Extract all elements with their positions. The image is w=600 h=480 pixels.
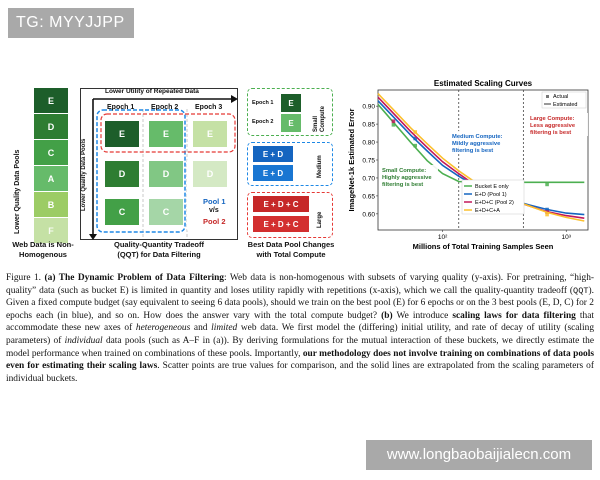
qqt-cell: E	[149, 121, 183, 147]
y-tick-label: 0.75	[362, 157, 375, 165]
annotation-text: Large Compute:	[530, 116, 575, 122]
caption-text: and	[190, 323, 212, 334]
panel-c-caption-line2: with Total Compute	[256, 250, 326, 260]
legend-actual-label: Actual	[553, 94, 569, 100]
pool-block: A	[34, 166, 68, 192]
panel-b-caption-line2: (QQT) for Data Filtering	[117, 250, 201, 260]
epoch-label: Epoch 1	[107, 104, 135, 111]
caption-italic: individual	[64, 335, 103, 346]
pool2-label: Pool 2	[203, 217, 226, 226]
epoch-label: Epoch 2	[151, 104, 179, 111]
qqt-cell: C	[105, 199, 139, 225]
actual-point	[413, 130, 417, 134]
best-chip: E + D	[253, 165, 293, 181]
annotation-text: filtering is best	[452, 148, 494, 154]
caption-italic: limited	[211, 323, 238, 334]
best-chip: E + D	[253, 146, 293, 162]
medium-compute-label: Medium	[317, 155, 323, 178]
qqt-cell: D	[193, 161, 227, 187]
y-axis-label: ImageNet-1k Estimated Error	[347, 108, 356, 212]
figure-caption	[6, 272, 594, 385]
caption-text: We introduce	[392, 310, 453, 321]
annotation-text: Medium Compute:	[452, 134, 503, 140]
annotation-text: filtering is best	[530, 130, 572, 136]
pool-block: E	[34, 88, 68, 114]
legend-label: Bucket E only	[475, 184, 509, 190]
caption-bold-b: (b)	[381, 310, 393, 321]
legend-label: E+D+C (Pool 2)	[475, 200, 514, 206]
legend-estimated-label: Estimated	[553, 102, 578, 108]
best-chip: E	[281, 94, 301, 112]
large-compute-label: Large	[317, 211, 323, 228]
panel-c-caption-line1: Best Data Pool Changes	[247, 240, 335, 249]
legend-label: E+D+C+A	[475, 208, 500, 214]
caption-italic: heterogeneous	[135, 323, 191, 334]
caption-bold-method: our methodology does not involve training on combinations of data pools even for estimating their scaling laws	[6, 348, 594, 372]
qqt-cell: C	[149, 199, 183, 225]
panel-a-ylabel: Lower Quality Data Pools	[14, 149, 21, 234]
caption-text: that accommodate these new axes of	[6, 310, 594, 334]
qqt-top-label: Lower Utility of Repeated Data	[105, 88, 199, 95]
x-tick-label: 10³	[561, 234, 571, 241]
vs-label: v/s	[209, 207, 219, 214]
best-pool-panel	[247, 88, 333, 240]
watermark-bottom: www.longbaobaijialecn.com	[366, 440, 592, 470]
caption-text: . Scatter points are true values for comparison, and the solid lines are extrapolated from the scaling parameters of individual buckets.	[6, 361, 594, 384]
caption-fig-label: Figure 1.	[6, 273, 42, 283]
annotation-text: Less aggressive	[530, 123, 576, 129]
epoch-label: Epoch 3	[195, 104, 223, 111]
panel-a-caption-line2: Homogenous	[19, 250, 67, 260]
qqt-panel	[80, 88, 238, 240]
panel-a-caption-line1: Web Data is Non-	[12, 240, 74, 249]
annotation-text: Highly aggressive	[382, 175, 432, 181]
best-chip: E	[281, 114, 301, 132]
qqt-cell: D	[105, 161, 139, 187]
annotation-text: filtering is best	[382, 182, 424, 188]
x-axis-label: Millions of Total Training Samples Seen	[412, 242, 554, 251]
caption-text: web data. We first model the (differing) initial utility, and rate of decay of utility (scaling parameters) of	[6, 323, 595, 346]
caption-text: data pools (such as A–F in (a)). By deriving formulations for the mutual interaction of these buckets, we directly estimate the model performance when trained on combinations of these pools. Importantly,	[6, 335, 594, 359]
qqt-cell: E	[193, 121, 227, 147]
chart-title: Estimated Scaling Curves	[433, 79, 533, 88]
x-tick-label: 10²	[437, 234, 448, 241]
actual-point	[545, 183, 549, 187]
best-chip: E + D + C	[253, 196, 309, 212]
actual-point	[545, 213, 549, 217]
qqt-cell: D	[149, 161, 183, 187]
annotation-text: Mildly aggressive	[452, 141, 501, 147]
best-chip: E + D + C	[253, 216, 309, 232]
scaling-curves-chart	[344, 76, 594, 266]
small-compute-label: Small Compute	[313, 106, 326, 132]
panel-a-pool-stack	[34, 88, 68, 244]
caption-qqt: QQT	[573, 285, 589, 296]
y-tick-label: 0.90	[362, 103, 375, 111]
y-tick-label: 0.85	[362, 121, 375, 129]
actual-point	[392, 119, 396, 123]
panel-a-caption	[10, 240, 76, 260]
qqt-ylabel: Lower Quality Data Pools	[81, 138, 87, 211]
epoch-label: Epoch 2	[252, 119, 274, 125]
epoch-label: Epoch 1	[252, 100, 274, 106]
y-tick-label: 0.70	[362, 175, 375, 183]
pool-block: F	[34, 218, 68, 244]
actual-point	[413, 144, 417, 148]
annotation-text: Small Compute:	[382, 168, 427, 174]
legend-actual-marker	[546, 95, 549, 98]
caption-bold-a: (a) The Dynamic Problem of Data Filtering	[44, 273, 224, 283]
watermark-top: TG: MYYJJPP	[8, 8, 134, 38]
pool-block: B	[34, 192, 68, 218]
panel-c-caption	[244, 240, 338, 260]
pool1-label: Pool 1	[203, 197, 226, 206]
caption-text: ). Given a fixed compute budget (say equivalent to seeing 6 data pools), should we train on the best pool (E) for 6 epochs or on the 3 best pools (E, D, C) for 2 epochs each (in blue), and so on. How does the answer vary with the total compute budget?	[6, 285, 594, 321]
qqt-cell: E	[105, 121, 139, 147]
panel-b-caption	[88, 240, 230, 260]
pool-block: D	[34, 114, 68, 140]
actual-point	[392, 123, 396, 127]
legend-label: E+D (Pool 1)	[475, 192, 507, 198]
y-tick-label: 0.80	[362, 139, 375, 147]
caption-text: : Web data is non-homogenous with subsets of varying quality (y-axis). For pretraining, “high-quality” data (such as bucket E) is limited in quantity and loses utility rapidly with repetitions (x-axis), which we call the quality-quantity tradeoff (	[6, 273, 595, 296]
y-tick-label: 0.60	[362, 211, 375, 219]
y-tick-label: 0.65	[362, 193, 375, 201]
panel-b-caption-line1: Quality-Quantity Tradeoff	[113, 240, 204, 249]
pool-block: C	[34, 140, 68, 166]
caption-bold-scaling: scaling laws for data filtering	[452, 310, 576, 321]
